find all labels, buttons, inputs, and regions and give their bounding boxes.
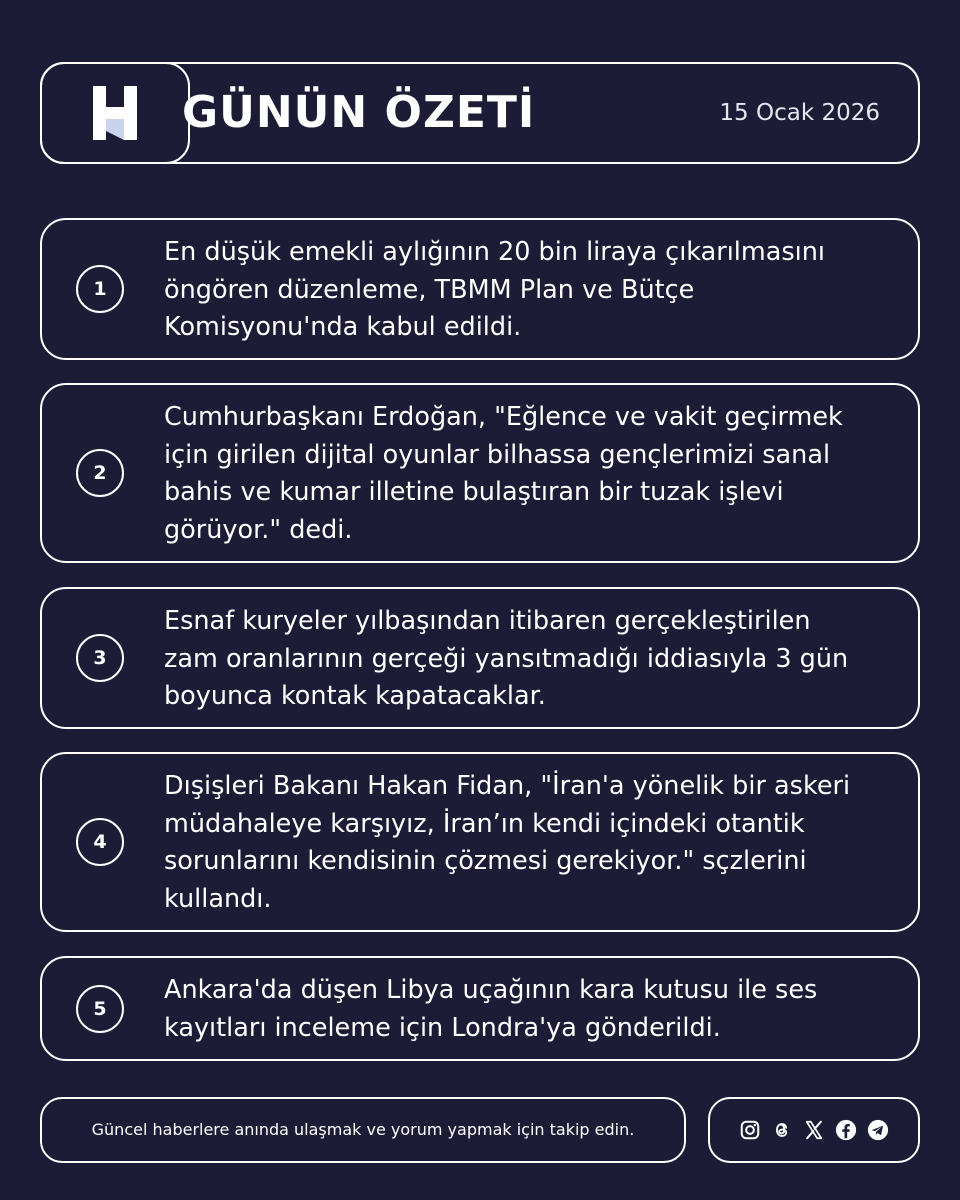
item-text-line: boyunca kontak kapatacaklar. [164, 681, 546, 711]
follow-banner [40, 1097, 686, 1163]
item-text-line: öngören düzenleme, TBMM Plan ve Bütçe [164, 274, 695, 305]
item-number: 5 [76, 985, 124, 1033]
item-number: 3 [76, 634, 124, 682]
facebook-icon[interactable] [834, 1118, 858, 1142]
social-links [708, 1097, 920, 1163]
item-text-line: kullandı. [164, 883, 272, 914]
item-text-line: Komisyonu'nda kabul edildi. [164, 312, 522, 342]
item-number: 2 [76, 449, 124, 497]
item-text [164, 768, 894, 918]
item-text-line: kayıtları inceleme için Londra'ya gönderildi. [164, 1012, 721, 1043]
item-text-line: görüyor." dedi. [164, 514, 353, 545]
news-item[interactable] [40, 383, 920, 563]
item-number: 1 [76, 265, 124, 313]
x-icon[interactable] [802, 1118, 826, 1142]
header-bar [40, 62, 920, 164]
item-text [164, 399, 894, 549]
logo-icon [90, 83, 140, 143]
item-text-line: En düşük emekli aylığının 20 bin liraya çıkarılmasını [164, 237, 825, 267]
item-text-line: Dışişleri Bakanı Hakan Fidan, "İran'a yönelik bir askeri [164, 771, 851, 801]
news-item[interactable] [40, 752, 920, 932]
item-text [164, 603, 894, 716]
item-text-line: zam oranlarının gerçeği yansıtmadığı iddiasıyla 3 gün [164, 643, 849, 674]
item-text-line: sorunlarını kendisinin çözmesi gerekiyor." sçzlerini [164, 846, 807, 876]
item-text [164, 234, 894, 347]
date-label: 15 Ocak 2026 [719, 100, 880, 126]
item-text-line: Cumhurbaşkanı Erdoğan, "Eğlence ve vakit geçirmek [164, 402, 843, 432]
item-text [164, 972, 894, 1047]
item-number: 4 [76, 818, 124, 866]
news-item[interactable] [40, 218, 920, 360]
item-text-line: müdahaleye karşıyız, İran’ın kendi içindeki otantik [164, 808, 805, 839]
news-item[interactable] [40, 587, 920, 729]
item-text-line: Esnaf kuryeler yılbaşından itibaren gerçekleştirilen [164, 606, 811, 636]
telegram-icon[interactable] [866, 1118, 890, 1142]
item-text-line: bahis ve kumar illetine bulaştıran bir tuzak işlevi [164, 477, 784, 507]
instagram-icon[interactable] [738, 1118, 762, 1142]
news-item[interactable] [40, 956, 920, 1061]
page-title: GÜNÜN ÖZETİ [182, 87, 536, 138]
threads-icon[interactable] [770, 1118, 794, 1142]
item-text-line: için girilen dijital oyunlar bilhassa gençlerimizi sanal [164, 439, 831, 470]
follow-text: Güncel haberlere anında ulaşmak ve yorum yapmak için takip edin. [91, 1120, 635, 1139]
item-text-line: Ankara'da düşen Libya uçağının kara kutusu ile ses [164, 975, 818, 1005]
logo [40, 62, 190, 164]
